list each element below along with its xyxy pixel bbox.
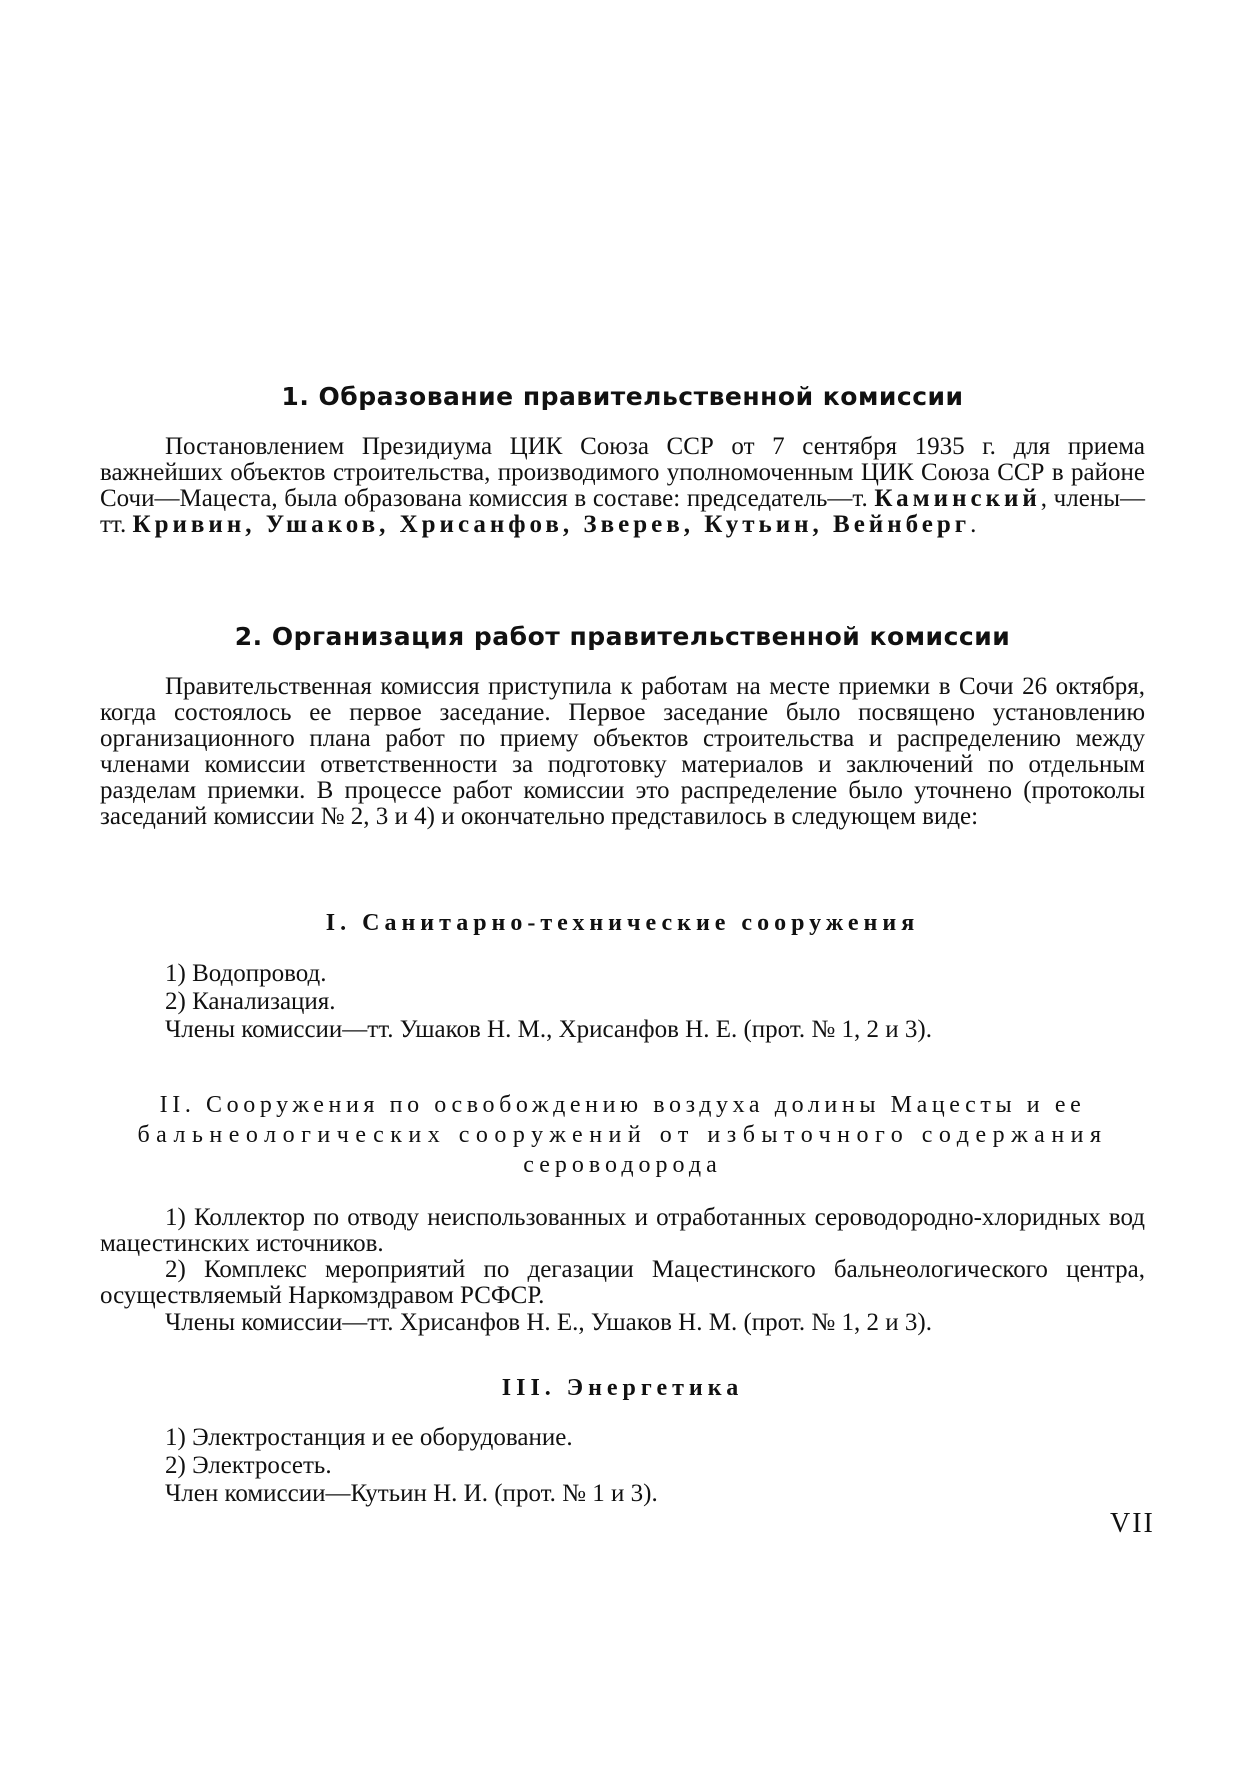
part-2-item-2: 2) Комплекс мероприятий по дегазации Мацестинского бальнеологического центра, осуществляемый Наркомздравом РСФСР.: [100, 1256, 1145, 1309]
part-2-title: [100, 1090, 1145, 1180]
part-2-title-line-1: II. Сооружения по освобождению воздуха долины Мацесты и ее: [159, 1092, 1086, 1118]
part-2-item-1: 1) Коллектор по отводу неиспользованных и отработанных сероводородно-хлоридных вод мацестинских источников.: [100, 1204, 1145, 1257]
section-1-end: .: [970, 511, 977, 538]
part-2-title-line-2: бальнеологических сооружений от избыточного содержания: [137, 1122, 1108, 1148]
part-3-members: Член комиссии—Кутьин Н. И. (прот. № 1 и 3).: [165, 1480, 658, 1507]
part-2-list: [100, 1205, 1145, 1337]
part-2-title-line-3: сероводорода: [523, 1152, 722, 1178]
section-1-title: 1. Образование правительственной комиссии: [281, 382, 964, 411]
part-3-title: III. Энергетика: [501, 1375, 744, 1401]
members-names: Кривин, Ушаков, Хрисанфов, Зверев, Кутьин, Вейнберг: [132, 511, 971, 538]
section-2-title: 2. Организация работ правительственной комиссии: [234, 622, 1011, 651]
part-3-item-2: 2) Электросеть.: [165, 1452, 332, 1479]
part-1-item-2: 2) Канализация.: [165, 988, 336, 1015]
section-1-paragraph: [100, 434, 1145, 538]
part-1-item-1: 1) Водопровод.: [165, 960, 327, 987]
part-1-title: I. Санитарно-технические сооружения: [325, 910, 920, 936]
part-2-members: Члены комиссии—тт. Хрисанфов Н. Е., Ушаков Н. М. (прот. № 1, 2 и 3).: [165, 1309, 932, 1336]
section-2-paragraph: Правительственная комиссия приступила к работам на месте приемки в Сочи 26 октября, когда состоялось ее первое заседание. Первое заседание было посвящено установлению организационного плана работ по приему объектов строительства и распределению между членами комиссии ответственности за подготовку материалов и заключений по отдельным разделам приемки. В процессе работ комиссии это распределение было уточнено (протоколы заседаний комиссии № 2, 3 и 4) и окончательно представилось в следующем виде:: [100, 673, 1145, 830]
part-1-list: [100, 960, 1145, 1044]
part-1-members: Члены комиссии—тт. Ушаков Н. М., Хрисанфов Н. Е. (прот. № 1, 2 и 3).: [165, 1016, 932, 1043]
section-1-intro: Постановлением Президиума ЦИК Союза ССР от 7 сентября 1935 г. для приема важнейших объектов строительства, производимого уполномоченным ЦИК Союза ССР в районе Сочи—Мацеста, была образована комиссия в составе: председатель—т.: [100, 433, 1145, 512]
section-1-mid: , члены—тт.: [100, 485, 1145, 538]
part-3-item-1: 1) Электростанция и ее оборудование.: [165, 1424, 573, 1451]
page-number: VII: [1110, 1508, 1155, 1539]
part-3-list: [100, 1424, 1145, 1508]
chairman-name: Каминский: [874, 485, 1041, 512]
